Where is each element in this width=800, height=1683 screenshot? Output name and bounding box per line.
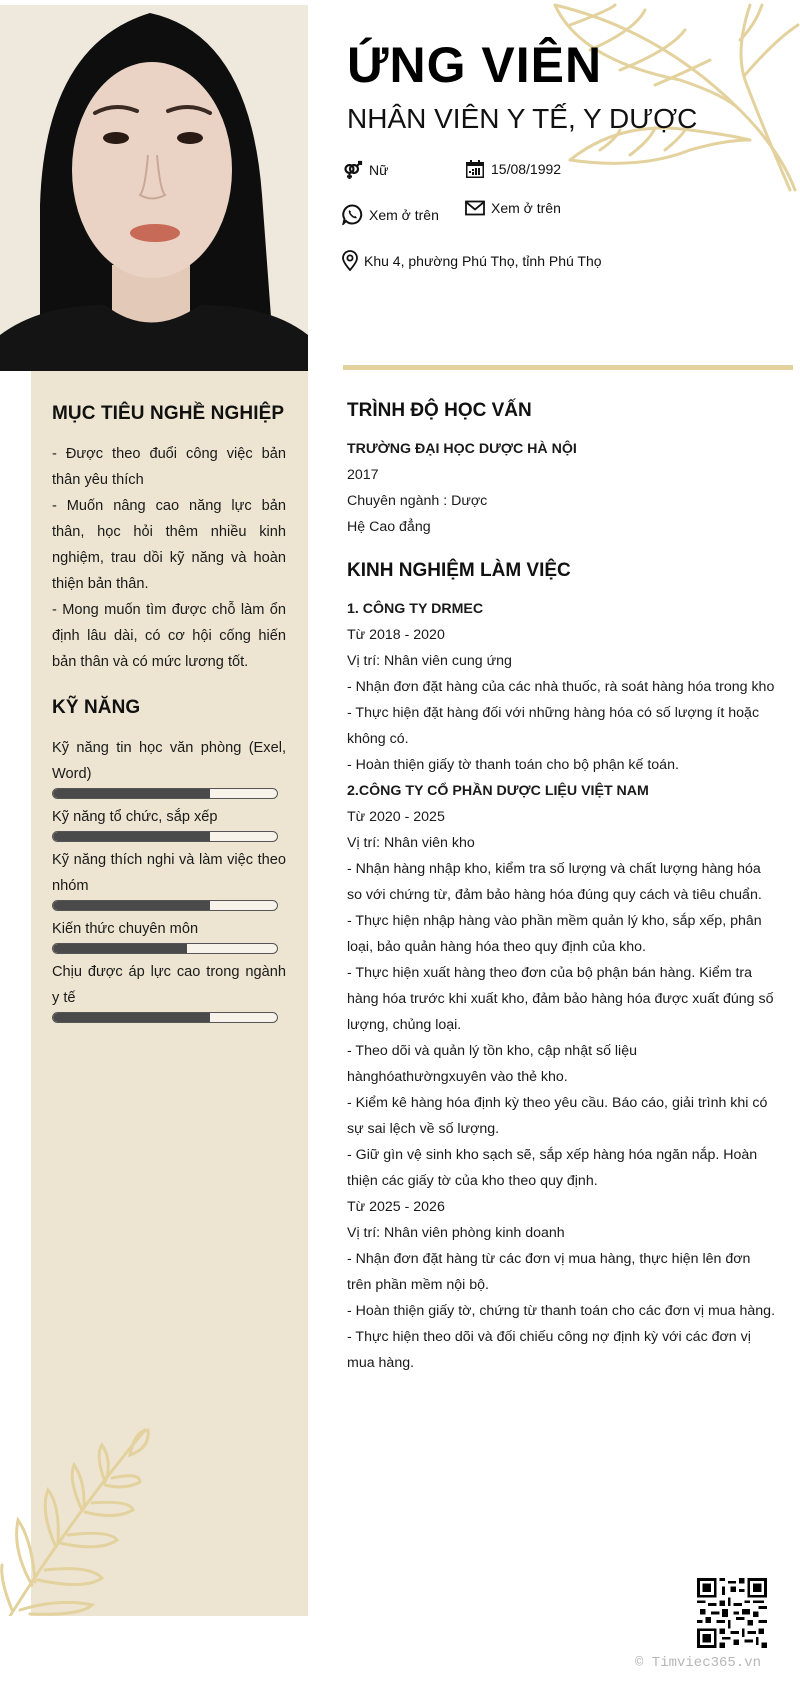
skill-item	[52, 916, 286, 954]
watermark: © Timviec365.vn	[635, 1655, 762, 1671]
job-duty: - Hoàn thiện giấy tờ thanh toán cho bộ phận kế toán.	[347, 757, 679, 773]
gender-info	[343, 160, 388, 180]
objective-section	[52, 403, 286, 675]
job-duty: - Giữ gìn vệ sinh kho sạch sẽ, sắp xếp hàng hóa ngăn nắp. Hoàn thiện các giấy tờ của kho theo quy định.	[347, 1147, 758, 1189]
skill-bar	[52, 788, 278, 799]
main-content	[347, 400, 777, 1396]
job-duty: - Nhận hàng nhập kho, kiểm tra số lượng và chất lượng hàng hóa so với chứng từ, đảm bảo hàng hóa đúng quy cách và tiêu chuẩn.	[347, 861, 762, 903]
candidate-photo	[0, 5, 308, 371]
phone-info	[342, 204, 439, 225]
header-divider	[343, 365, 793, 370]
gender-icon	[343, 160, 363, 180]
skill-fill	[53, 832, 210, 841]
skill-label: Kỹ năng tổ chức, sắp xếp	[52, 809, 218, 825]
job-period: Từ 2018 - 2020	[347, 627, 445, 643]
whatsapp-phone-icon	[342, 204, 363, 225]
skills-section	[52, 697, 286, 1023]
birthdate-value: 15/08/1992	[491, 161, 562, 177]
gender-value: Nữ	[369, 162, 389, 178]
education-section	[347, 400, 777, 540]
objective-heading: MỤC TIÊU NGHỀ NGHIỆP	[52, 403, 285, 424]
job-position: Vị trí: Nhân viên cung ứng	[347, 653, 512, 669]
job-entry	[347, 596, 777, 778]
leaf-decoration-bottom-icon	[0, 1400, 160, 1616]
job-title: NHÂN VIÊN Y TẾ, Y DƯỢC	[347, 103, 698, 134]
job-duty: - Thực hiện xuất hàng theo đơn của bộ phận bán hàng. Kiểm tra hàng hóa trước khi xuất kho, đảm bảo hàng hóa được xuất đúng số lượng, chủng loại.	[347, 965, 774, 1033]
job-position: Vị trí: Nhân viên phòng kinh doanh	[347, 1225, 565, 1241]
envelope-icon	[465, 200, 485, 216]
email-value: Xem ở trên	[491, 200, 561, 216]
skill-label: Kiến thức chuyên môn	[52, 921, 199, 937]
address-info	[342, 250, 602, 271]
skill-label: Chịu được áp lực cao trong ngành y tế	[52, 964, 286, 1006]
job-duty: - Kiểm kê hàng hóa định kỳ theo yêu cầu. Báo cáo, giải trình khi có sự sai lệch về số lượng.	[347, 1095, 768, 1137]
calendar-icon	[465, 159, 485, 179]
skill-label: Kỹ năng thích nghi và làm việc theo nhóm	[52, 852, 286, 894]
skills-heading: KỸ NĂNG	[52, 697, 141, 718]
graduation-year: 2017	[347, 467, 379, 483]
skill-bar	[52, 943, 278, 954]
job-period: Từ 2020 - 2025	[347, 809, 445, 825]
school-name: TRƯỜNG ĐẠI HỌC DƯỢC HÀ NỘI	[347, 441, 577, 457]
skill-bar	[52, 1012, 278, 1023]
skill-item	[52, 847, 286, 911]
skill-label: Kỹ năng tin học văn phòng (Exel, Word)	[52, 740, 286, 782]
company-name: 2.CÔNG TY CỔ PHẦN DƯỢC LIỆU VIỆT NAM	[347, 783, 649, 799]
skill-fill	[53, 901, 210, 910]
experience-heading: KINH NGHIỆM LÀM VIỆC	[347, 560, 571, 581]
job-duty: - Thực hiện theo dõi và đối chiếu công nợ định kỳ với các đơn vị mua hàng.	[347, 1329, 751, 1371]
job-duty: - Hoàn thiện giấy tờ, chứng từ thanh toán cho các đơn vị mua hàng.	[347, 1303, 776, 1319]
phone-value: Xem ở trên	[369, 206, 439, 223]
skill-fill	[53, 944, 187, 953]
job-period: Từ 2025 - 2026	[347, 1199, 445, 1215]
location-pin-icon	[342, 250, 358, 271]
objective-line: - Mong muốn tìm được chỗ làm ổn định lâu dài, có cơ hội cống hiến bản thân và có mức lương tốt.	[52, 602, 286, 670]
job-duty: - Thực hiện nhập hàng vào phần mềm quản lý kho, sắp xếp, phân loại, bảo quản hàng hóa theo quy định của kho.	[347, 913, 762, 955]
email-info	[465, 200, 561, 216]
skill-bar	[52, 900, 278, 911]
skill-fill	[53, 789, 210, 798]
skill-item	[52, 804, 286, 842]
objective-line: - Muốn nâng cao năng lực bản thân, học hỏi thêm nhiều kinh nghiệm, trau dồi kỹ năng và hoàn thiện bản thân.	[52, 498, 286, 592]
address-value: Khu 4, phường Phú Thọ, tỉnh Phú Thọ	[364, 252, 602, 269]
skill-fill	[53, 1013, 210, 1022]
job-entry	[347, 1194, 777, 1376]
major: Chuyên ngành : Dược	[347, 493, 488, 509]
job-duty: - Theo dõi và quản lý tồn kho, cập nhật số liệu hànghóathườngxuyên vào thẻ kho.	[347, 1043, 637, 1085]
skill-item	[52, 735, 286, 799]
education-heading: TRÌNH ĐỘ HỌC VẤN	[347, 400, 532, 421]
birthdate-info	[465, 159, 561, 179]
experience-section	[347, 560, 777, 1376]
education-level: Hệ Cao đẳng	[347, 519, 431, 535]
company-name: 1. CÔNG TY DRMEC	[347, 601, 484, 617]
job-entry	[347, 778, 777, 1194]
candidate-name: ỨNG VIÊN	[347, 37, 603, 93]
qr-code[interactable]	[697, 1578, 767, 1648]
job-position: Vị trí: Nhân viên kho	[347, 835, 475, 851]
job-duty: - Nhận đơn đặt hàng của các nhà thuốc, rà soát hàng hóa trong kho	[347, 679, 775, 695]
skill-item	[52, 959, 286, 1023]
job-duty: - Nhận đơn đặt hàng từ các đơn vị mua hàng, thực hiện lên đơn trên phần mềm nội bộ.	[347, 1251, 751, 1293]
leaf-decoration-top-icon	[540, 0, 800, 200]
objective-line: - Được theo đuổi công việc bản thân yêu thích	[52, 446, 286, 488]
job-duty: - Thực hiện đặt hàng đối với những hàng hóa có số lượng ít hoặc không có.	[347, 705, 760, 747]
skill-bar	[52, 831, 278, 842]
